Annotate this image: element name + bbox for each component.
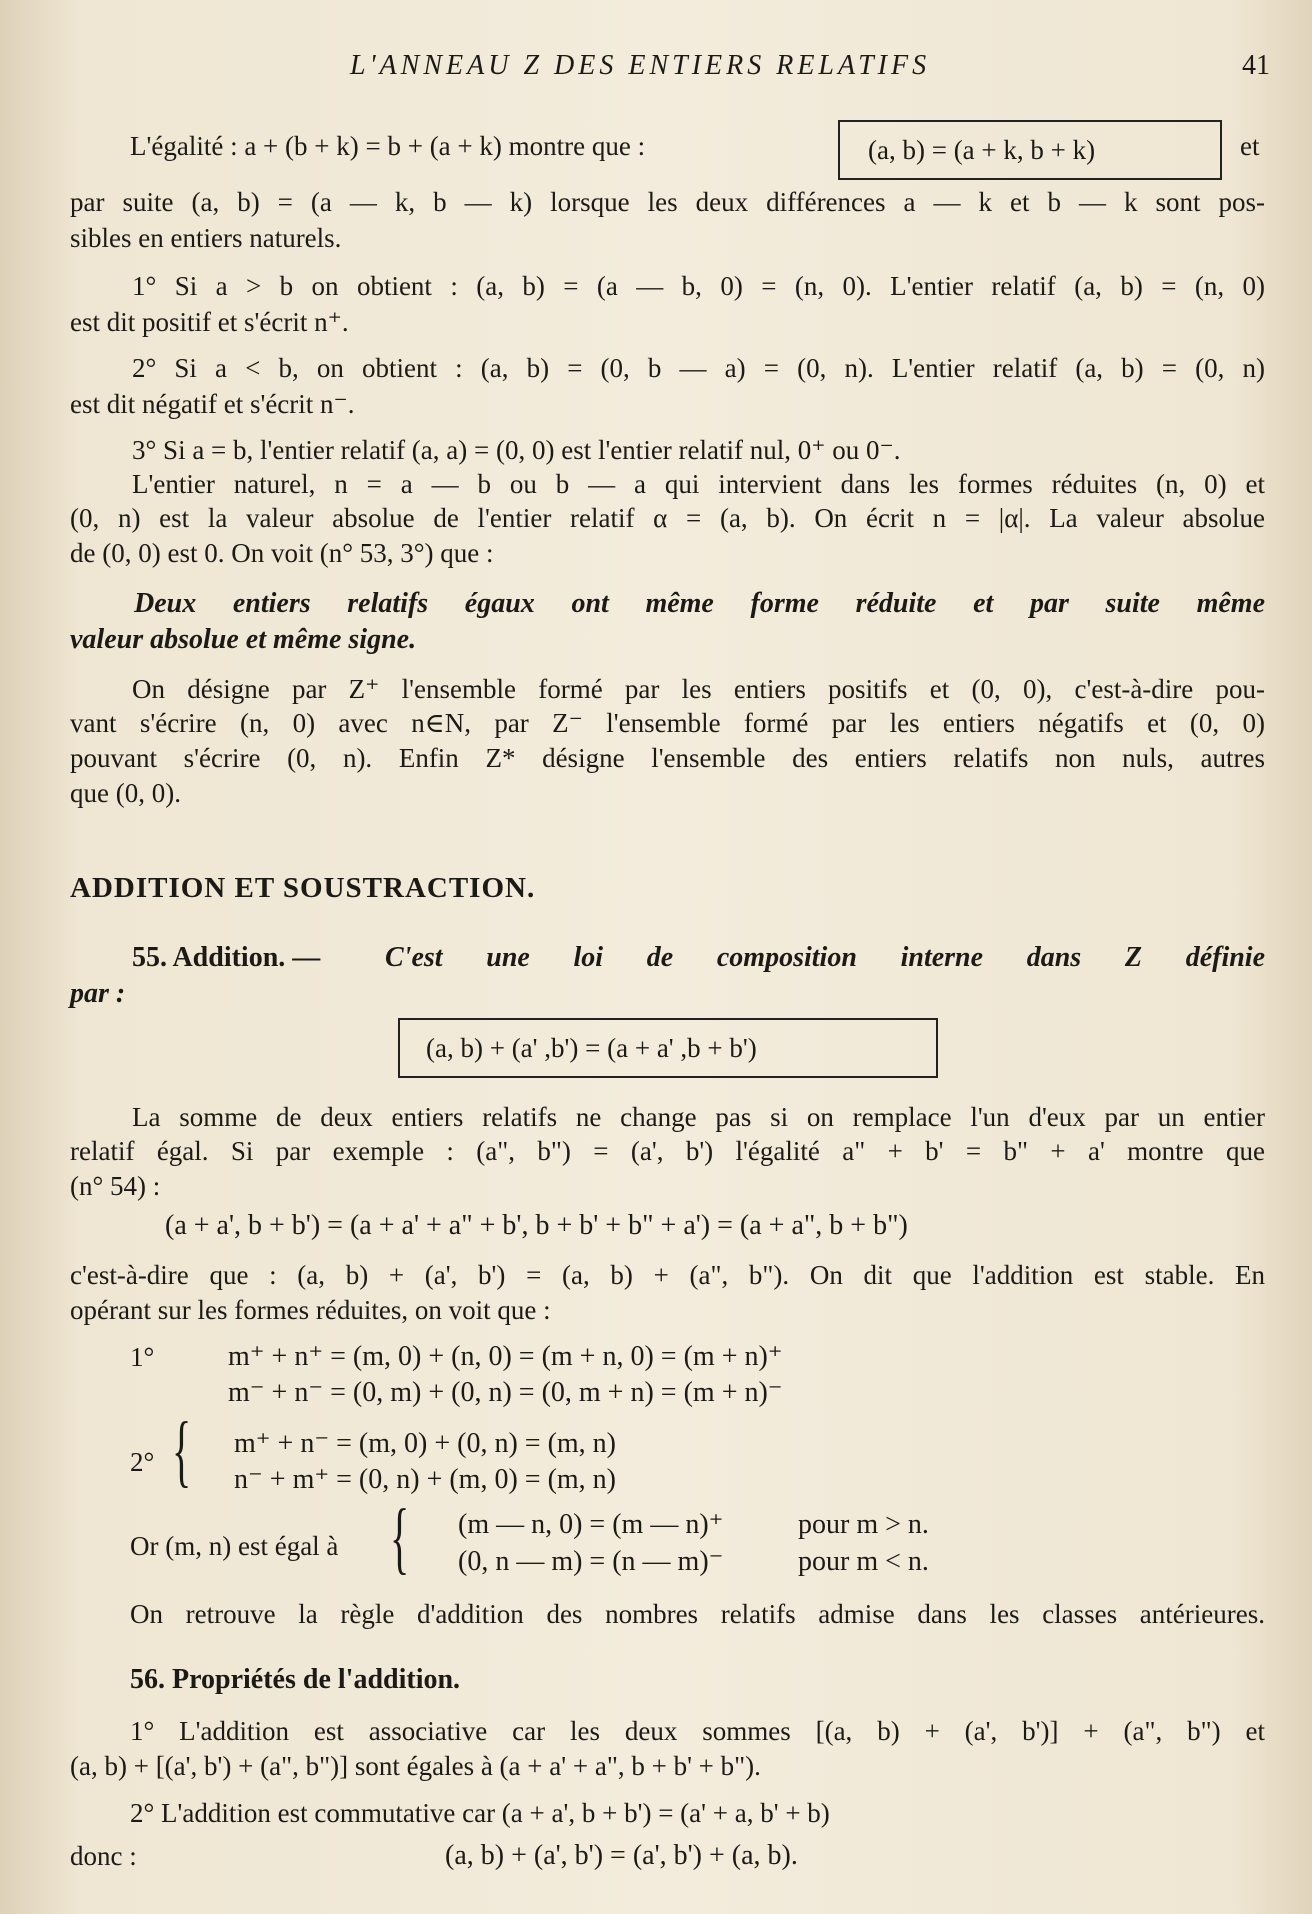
text-line: opérant sur les formes réduites, on voit que : [70,1295,551,1325]
boxed-equation-text: (a, b) = (a + k, b + k) [868,135,1096,165]
text-line: donc : [70,1841,137,1871]
text-line: L'entier naturel, n = a — b ou b — a qui intervient dans les formes réduites (n, 0) et [132,469,1265,499]
section-heading: ADDITION ET SOUSTRACTION. [70,872,536,904]
theorem-line: valeur absolue et même signe. [70,624,417,655]
text-line: 2° L'addition est commutative car (a + a', b + b') = (a' + a, b' + b) [130,1798,830,1828]
subsection-title-cont: par : [70,978,126,1009]
text-line: 1° L'addition est associative car les deux sommes [(a, b) + (a', b')] + (a", b") et [130,1716,1265,1746]
condition: pour m > n. [798,1509,929,1540]
text-line: sibles en entiers naturels. [70,223,342,253]
text-line: et [1240,131,1260,161]
subsection-number: 55. Addition. — [132,942,321,973]
brace-symbol: { [390,1494,410,1582]
addition-definition-box [398,1018,938,1078]
text-line: est dit négatif et s'écrit n⁻. [70,389,355,419]
condition: pour m < n. [798,1546,929,1577]
equation: (0, n — m) = (n — m)⁻ [458,1546,724,1577]
text-line: La somme de deux entiers relatifs ne change pas si on remplace l'un d'eux par un entier [132,1102,1265,1132]
text-line: de (0, 0) est 0. On voit (n° 53, 3°) que : [70,538,494,568]
equation: n⁻ + m⁺ = (0, n) + (m, 0) = (m, n) [234,1464,617,1495]
brace-symbol: { [172,1407,192,1495]
page-number: 41 [1242,50,1270,81]
theorem-line: Deux entiers relatifs égaux ont même forme réduite et par suite même [134,588,1265,619]
rule-label: 1° [130,1342,155,1372]
text-line: Or (m, n) est égal à [130,1531,339,1561]
text-line: (0, n) est la valeur absolue de l'entier relatif α = (a, b). On écrit n = |α|. La valeur absolue [70,503,1265,533]
equation: m⁻ + n⁻ = (0, m) + (0, n) = (0, m + n) = (m + n)⁻ [228,1377,783,1408]
equation: (a + a', b + b') = (a + a' + a" + b', b + b' + b" + a') = (a + a", b + b") [165,1210,908,1241]
equation: (m — n, 0) = (m — n)⁺ [458,1509,724,1540]
text-line: On désigne par Z⁺ l'ensemble formé par les entiers positifs et (0, 0), c'est-à-dire pou- [132,674,1265,704]
text-line: que (0, 0). [70,778,181,808]
text-line: pouvant s'écrire (0, n). Enfin Z* désigne l'ensemble des entiers relatifs non nuls, autres [70,743,1265,773]
text-line: L'égalité : a + (b + k) = b + (a + k) montre que : [130,131,646,161]
addition-definition: (a, b) + (a' ,b') = (a + a' ,b + b') [426,1033,757,1063]
text-line: On retrouve la règle d'addition des nombres relatifs admise dans les classes antérieures. [130,1599,1265,1629]
text-line: relatif égal. Si par exemple : (a", b") = (a', b') l'égalité a" + b' = b" + a' montre que [70,1136,1265,1166]
text-line: par suite (a, b) = (a — k, b — k) lorsque les deux différences a — k et b — k sont pos- [70,187,1265,217]
boxed-equation [838,120,1222,180]
text-line: (n° 54) : [70,1171,161,1201]
text-line: est dit positif et s'écrit n⁺. [70,307,349,337]
subsection-title: C'est une loi de composition interne dans Z définie [385,942,1265,973]
text-line: 2° Si a < b, on obtient : (a, b) = (0, b — a) = (0, n). L'entier relatif (a, b) = (0, n) [132,353,1265,383]
text-line: 1° Si a > b on obtient : (a, b) = (a — b, 0) = (n, 0). L'entier relatif (a, b) = (n, 0) [132,271,1265,301]
equation: m⁺ + n⁻ = (m, 0) + (0, n) = (m, n) [234,1428,617,1459]
text-line: 3° Si a = b, l'entier relatif (a, a) = (0, 0) est l'entier relatif nul, 0⁺ ou 0⁻. [132,435,901,465]
equation: m⁺ + n⁺ = (m, 0) + (n, 0) = (m + n, 0) = (m + n)⁺ [228,1341,783,1372]
text-line: vant s'écrire (n, 0) avec n∈N, par Z⁻ l'ensemble formé par les entiers négatifs et (0, 0) [70,708,1265,738]
equation: (a, b) + (a', b') = (a', b') + (a, b). [445,1840,798,1871]
text-line: c'est-à-dire que : (a, b) + (a', b') = (a, b) + (a", b"). On dit que l'addition est stable. En [70,1260,1265,1290]
subsection-heading: 56. Propriétés de l'addition. [130,1664,461,1695]
text-line: (a, b) + [(a', b') + (a", b")] sont égales à (a + a' + a", b + b' + b"). [70,1751,761,1781]
rule-label: 2° [130,1447,155,1477]
running-header: L'ANNEAU Z DES ENTIERS RELATIFS [350,50,931,81]
